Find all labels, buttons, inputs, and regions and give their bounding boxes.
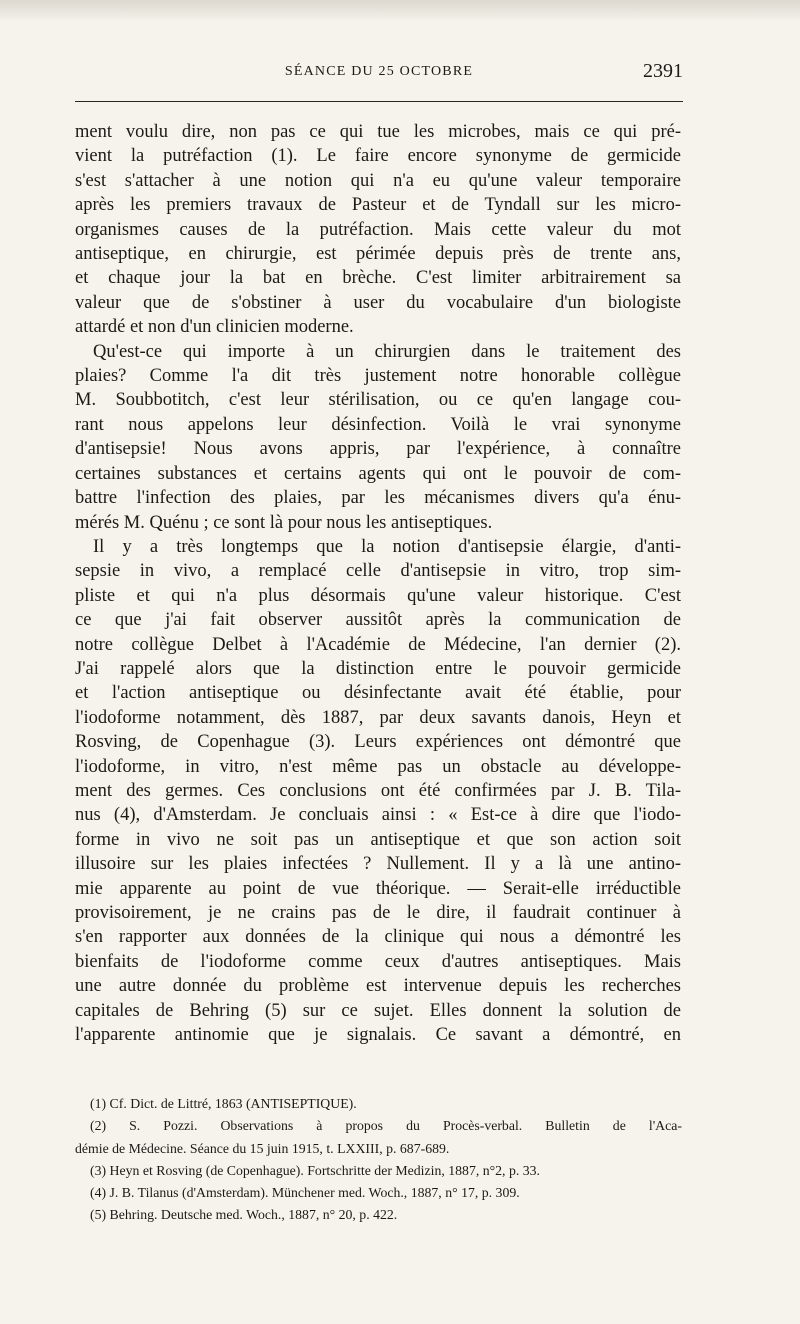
body-line: mérés M. Quénu ; ce sont là pour nous les antiseptiques. <box>75 512 493 533</box>
body-line: pliste et qui n'a plus désormais qu'une valeur historique. C'est <box>75 585 681 606</box>
body-line: valeur que de s'obstiner à user du vocabulaire d'un biologiste <box>75 292 681 313</box>
body-line: M. Soubbotitch, c'est leur stérilisation, ou ce qu'en langage cou- <box>75 390 681 411</box>
body-line: l'apparente antinomie que je signalais. Ce savant a démontré, en <box>75 1025 681 1046</box>
body-line: J'ai rappelé alors que la distinction entre le pouvoir germicide <box>75 658 681 679</box>
body-line: rant nous appelons leur désinfection. Voilà le vrai synonyme <box>75 414 681 435</box>
body-line: antiseptique, en chirurgie, est périmée depuis près de trente ans, <box>75 244 681 265</box>
running-header <box>75 60 683 90</box>
body-line: certaines substances et certains agents qui ont le pouvoir de com- <box>75 463 681 484</box>
body-line: s'en rapporter aux données de la clinique qui nous a démontré les <box>75 927 681 948</box>
body-line: forme in vivo ne soit pas un antiseptique et que son action soit <box>75 829 681 850</box>
body-line: après les premiers travaux de Pasteur et de Tyndall sur les micro- <box>75 195 681 216</box>
body-line: plaies? Comme l'a dit très justement notre honorable collègue <box>75 366 681 387</box>
body-line: ment voulu dire, non pas ce qui tue les microbes, mais ce qui pré- <box>75 122 681 142</box>
footnotes <box>75 1093 682 1227</box>
body-line: nus (4), d'Amsterdam. Je concluais ainsi : « Est-ce à dire que l'iodo- <box>75 805 681 826</box>
body-line: battre l'infection des plaies, par les mécanismes divers qu'a énu- <box>75 488 681 509</box>
body-line: organismes causes de la putréfaction. Mais cette valeur du mot <box>75 219 681 240</box>
footnote: (1) Cf. Dict. de Littré, 1863 (ANTISEPTIQUE). <box>90 1096 357 1111</box>
body-line: Il y a très longtemps que la notion d'antisepsie élargie, d'anti- <box>93 536 681 557</box>
body-line: et l'action antiseptique ou désinfectante avait été établie, pour <box>75 683 681 704</box>
header-rule <box>75 101 683 102</box>
body-line: bienfaits de l'iodoforme comme ceux d'autres antiseptiques. Mais <box>75 951 681 972</box>
body-line: ce que j'ai fait observer aussitôt après la communication de <box>75 610 681 631</box>
body-line: s'est s'attacher à une notion qui n'a eu qu'une valeur temporaire <box>75 170 681 191</box>
footnote: (3) Heyn et Rosving (de Copenhague). Fortschritte der Medizin, 1887, n°2, p. 33. <box>90 1162 540 1178</box>
body-line: notre collègue Delbet à l'Académie de Médecine, l'an dernier (2). <box>75 634 681 655</box>
body-text <box>75 120 681 1047</box>
page-edge-shade <box>0 0 800 22</box>
footnote: (2) S. Pozzi. Observations à propos du Procès-verbal. Bulletin de l'Aca- <box>90 1118 682 1134</box>
body-line: capitales de Behring (5) sur ce sujet. Elles donnent la solution de <box>75 1000 681 1021</box>
body-line: Rosving, de Copenhague (3). Leurs expériences ont démontré que <box>75 732 681 753</box>
footnote: (5) Behring. Deutsche med. Woch., 1887, n° 20, p. 422. <box>90 1207 398 1223</box>
page-number: 2391 <box>643 60 683 82</box>
body-line: vient la putréfaction (1). Le faire encore synonyme de germicide <box>75 146 681 167</box>
body-line: Qu'est-ce qui importe à un chirurgien dans le traitement des <box>93 341 681 362</box>
body-line: l'iodoforme notamment, dès 1887, par deux savants danois, Heyn et <box>75 707 681 728</box>
footnote-continuation: démie de Médecine. Séance du 15 juin 1915, t. LXXIII, p. 687-689. <box>75 1140 450 1156</box>
footnote: (4) J. B. Tilanus (d'Amsterdam). Münchener med. Woch., 1887, n° 17, p. 309. <box>90 1185 520 1201</box>
body-line: mie apparente au point de vue théorique. — Serait-elle irréductible <box>75 878 681 899</box>
body-line: d'antisepsie! Nous avons appris, par l'expérience, à connaître <box>75 439 681 460</box>
body-line: attardé et non d'un clinicien moderne. <box>75 317 354 338</box>
body-line: ment des germes. Ces conclusions ont été confirmées par J. B. Tila- <box>75 780 681 801</box>
body-line: l'iodoforme, in vitro, n'est même pas un obstacle au développe- <box>75 756 681 777</box>
body-line: sepsie in vivo, a remplacé celle d'antisepsie in vitro, trop sim- <box>75 561 681 582</box>
body-line: provisoirement, je ne crains pas de le dire, il faudrait continuer à <box>75 903 681 923</box>
body-line: une autre donnée du problème est intervenue depuis les recherches <box>75 976 681 997</box>
body-line: illusoire sur les plaies infectées ? Nullement. Il y a là une antino- <box>75 854 681 875</box>
body-line: et chaque jour la bat en brèche. C'est limiter arbitrairement sa <box>75 268 681 289</box>
running-title: SÉANCE DU 25 OCTOBRE <box>284 64 474 79</box>
